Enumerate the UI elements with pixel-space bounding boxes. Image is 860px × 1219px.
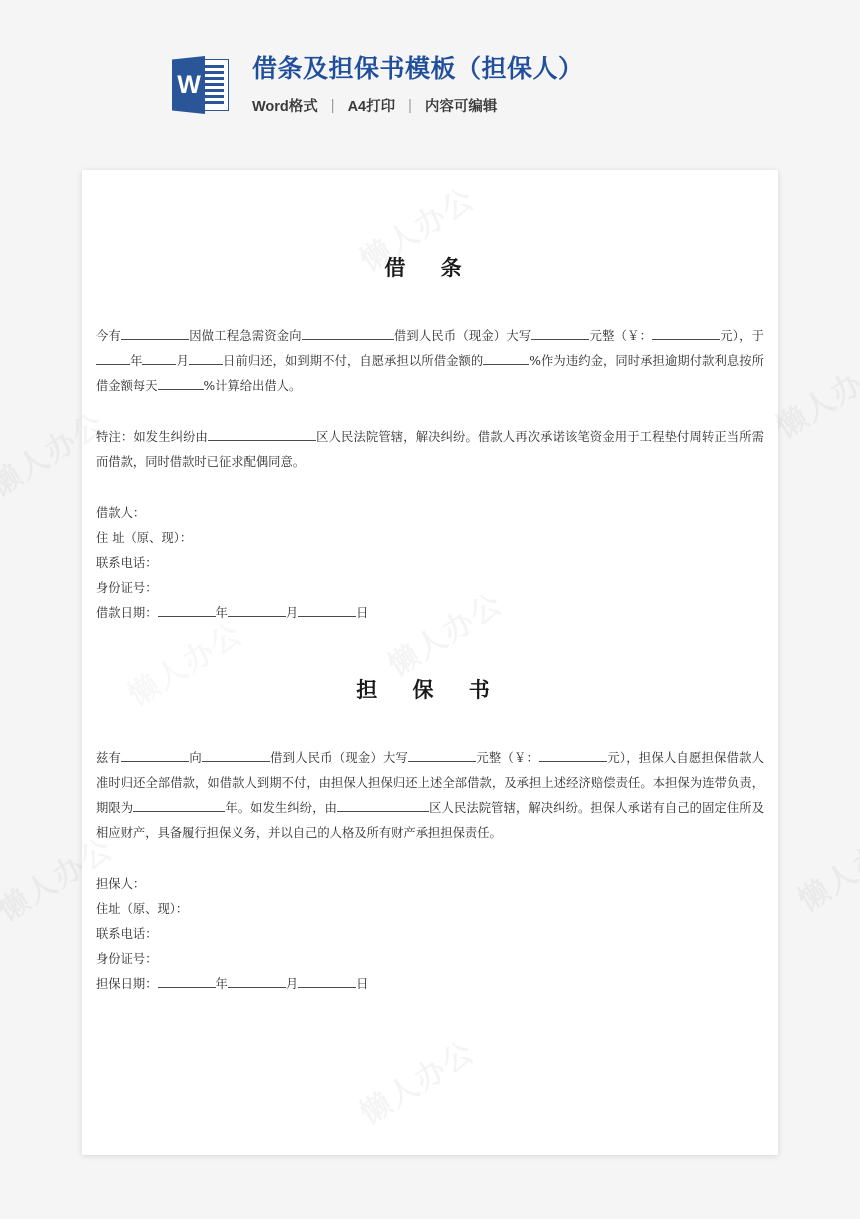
loan-p1-t10: %计算给出借人。 (203, 379, 302, 393)
loan-date-month: 月 (285, 606, 299, 620)
page-header (172, 52, 584, 116)
header-text-group (252, 52, 584, 116)
loan-p1-t2: 因做工程急需资金向 (189, 329, 302, 343)
loan-p1-t3: 借到人民币（现金）大写 (393, 329, 532, 343)
loan-p1-t1: 今有 (96, 329, 121, 343)
gua-address-label: 住址（原、现）： (96, 902, 189, 916)
document-content (82, 252, 778, 997)
loan-date-year: 年 (215, 606, 228, 620)
loan-borrower-label: 借款人： (96, 506, 146, 520)
blank-field[interactable] (298, 987, 356, 988)
blank-field[interactable] (158, 389, 204, 390)
gua-date-row (96, 972, 764, 997)
loan-paragraph-note (96, 425, 764, 475)
blank-field[interactable] (189, 364, 223, 365)
loan-p2-t2: 区人民法院管辖，解决纠纷。借款人再次承诺该笔资金用于工程垫付周转正当所需而借款，同时借款时已征求配偶同意。 (96, 430, 764, 469)
loan-p1-t5: 元），于 (720, 329, 764, 343)
blank-field[interactable] (337, 811, 429, 812)
gua-id-label: 身份证号： (96, 952, 158, 966)
loan-date-label: 借款日期： (96, 606, 158, 620)
gua-p1-t1: 兹有 (96, 751, 122, 765)
loan-p1-t4: 元整（￥： (589, 329, 653, 343)
gua-p1-t3: 借到人民币（现金）大写 (269, 751, 409, 765)
section-title-guarantee: 担 保 书 (356, 677, 504, 702)
gua-p1-t4: 元整（￥： (476, 751, 540, 765)
gua-phone-label: 联系电话： (96, 927, 158, 941)
document-page (82, 170, 778, 1155)
blank-field[interactable] (228, 616, 286, 617)
meta-format: Word格式 (252, 99, 318, 115)
loan-date-day: 日 (356, 606, 369, 620)
gua-p1-t2: 向 (189, 751, 202, 765)
blank-field[interactable] (142, 364, 176, 365)
guarantee-paragraph-main (96, 746, 764, 846)
blank-field[interactable] (121, 339, 189, 340)
word-document-icon (172, 56, 230, 114)
blank-field[interactable] (539, 761, 607, 762)
gua-date-label: 担保日期： (96, 977, 158, 991)
loan-address-label: 住 址（原、现）： (96, 531, 193, 545)
blank-field[interactable] (158, 616, 216, 617)
loan-p1-t6: 年 (130, 354, 143, 368)
loan-p1-t9: %作为违约金，同时承担逾期付款利息按所借金额每天 (96, 354, 764, 393)
loan-phone-label: 联系电话： (96, 556, 158, 570)
blank-field[interactable] (302, 339, 394, 340)
section-title-loan: 借 条 (384, 255, 476, 280)
gua-p1-t5: 元），担保人自愿担保借款人准时归还全部借款，如借款人到期不付，由担保人担保归还上述全部借款，及承担上述经济赔偿责任。本担保为连带负责，期限为 (96, 751, 764, 815)
gua-guarantor-label: 担保人： (96, 877, 146, 891)
loan-p2-t1: 特注：如发生纠纷由 (96, 430, 208, 444)
gua-p1-t7: 区人民法院管辖，解决纠纷。担保人承诺有自己的固定住所及相应财产，具备履行担保义务，并以自己的人格及所有财产承担担保责任。 (96, 801, 764, 840)
watermark (766, 341, 860, 446)
loan-p1-t8: 日前归还，如到期不付，自愿承担以所借金额的 (222, 354, 484, 368)
blank-field[interactable] (652, 339, 720, 340)
document-page-inner (82, 170, 778, 1155)
guarantee-signature-block (96, 872, 764, 997)
meta-separator: | (330, 97, 335, 114)
loan-p1-t7: 月 (176, 354, 189, 368)
blank-field[interactable] (408, 761, 476, 762)
blank-field[interactable] (121, 761, 189, 762)
meta-separator: | (408, 97, 412, 114)
meta-editable: 内容可编辑 (424, 99, 498, 115)
blank-field[interactable] (158, 987, 216, 988)
blank-field[interactable] (133, 811, 225, 812)
loan-date-row (96, 601, 764, 626)
gua-date-year: 年 (215, 977, 228, 991)
blank-field[interactable] (298, 616, 356, 617)
loan-signature-block (96, 501, 764, 626)
blank-field[interactable] (228, 987, 286, 988)
word-icon-letter: W (177, 70, 200, 99)
loan-id-label: 身份证号： (96, 581, 158, 595)
page-title: 借条及担保书模板（担保人） (252, 55, 584, 83)
blank-field[interactable] (531, 339, 589, 340)
meta-print: A4打印 (347, 99, 396, 115)
blank-field[interactable] (202, 761, 270, 762)
watermark (788, 814, 860, 919)
blank-field[interactable] (96, 364, 130, 365)
gua-date-month: 月 (285, 977, 299, 991)
gua-date-day: 日 (356, 977, 369, 991)
page-subtitle (252, 95, 584, 116)
blank-field[interactable] (208, 440, 316, 441)
gua-p1-t6: 年。如发生纠纷，由 (225, 801, 338, 815)
blank-field[interactable] (483, 364, 529, 365)
loan-paragraph-main (96, 324, 764, 399)
